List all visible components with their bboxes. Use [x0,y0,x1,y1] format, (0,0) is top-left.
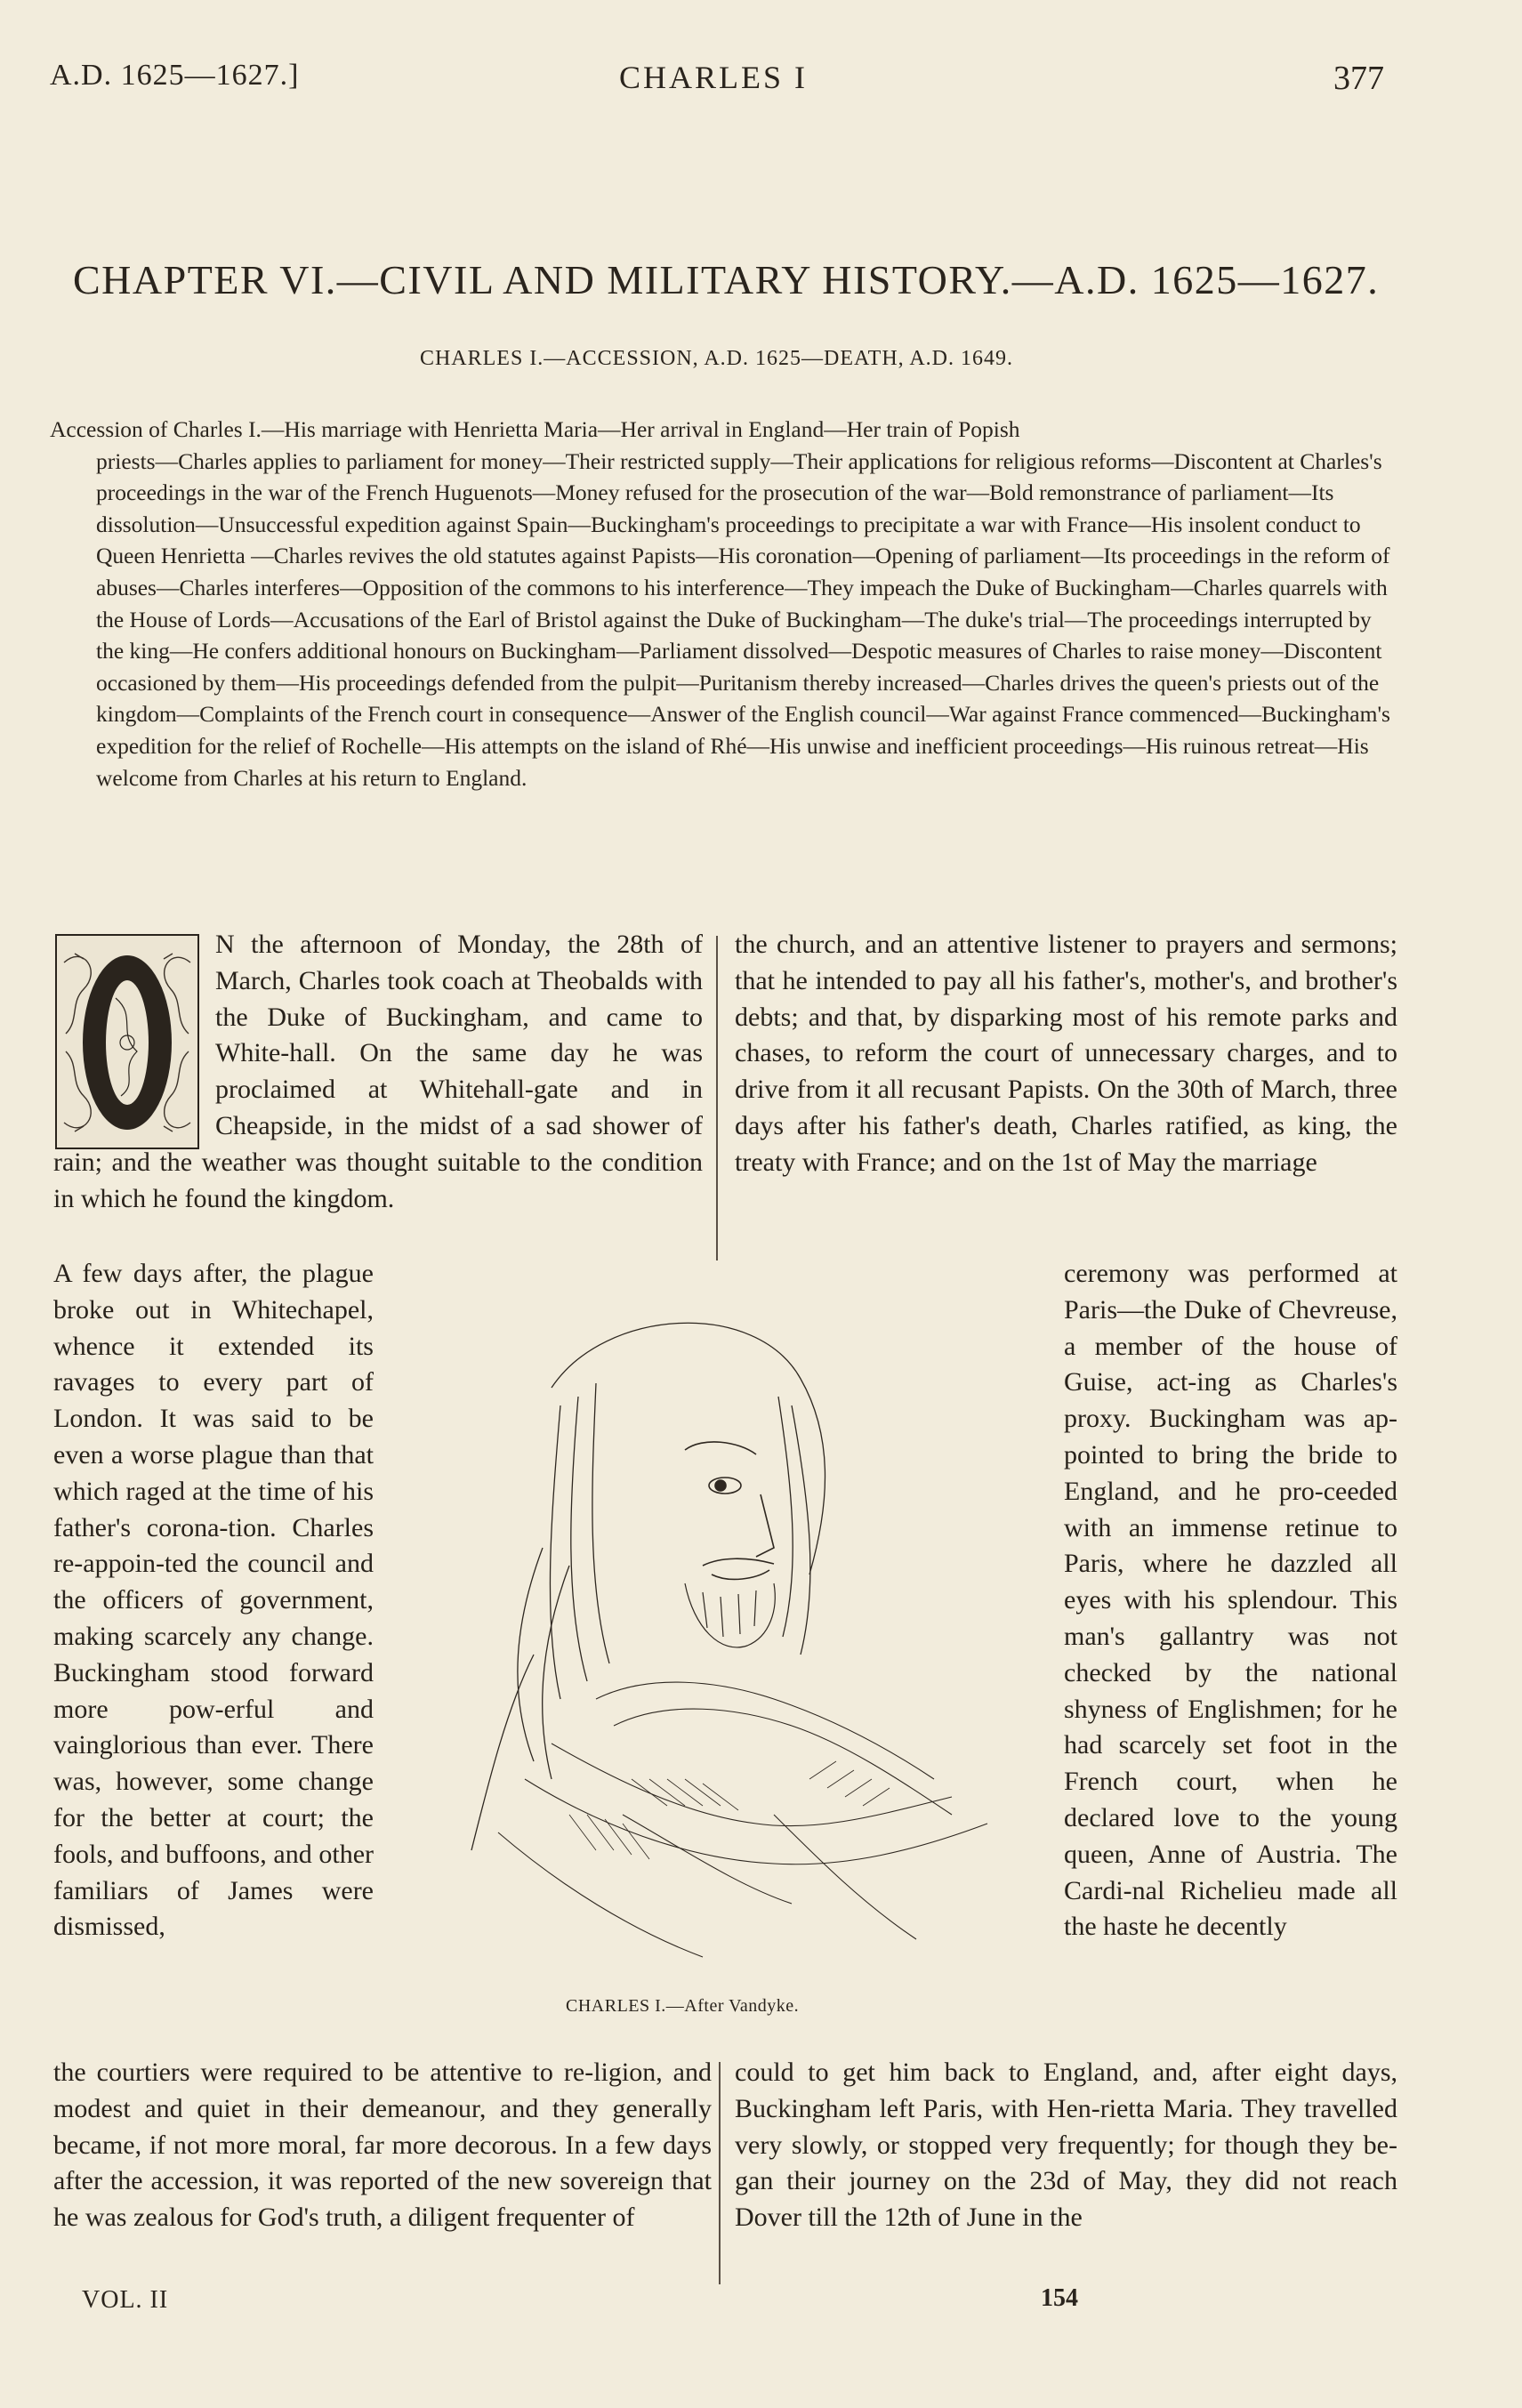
left-column-bottom-text: the courtiers were required to be attentive to re-ligion, and modest and quiet in their demeanour, and they generally became, if not more moral, far more decorous. In a few days after the accession, it was reported of the new sovereign that he was zealous for God's truth, a diligent frequenter of [53,2058,712,2233]
portrait-hair-icon [471,1323,825,1850]
volume-signature: VOL. II [82,2286,169,2314]
reign-subtitle: CHARLES I.—ACCESSION, A.D. 1625—DEATH, A.D. 1649. [419,347,1014,370]
portrait-collar-icon [498,1682,987,1957]
portrait-engraving [418,1281,1023,1984]
synopsis-continuation: priests—Charles applies to parliament for money—Their restricted supply—Their applications for religious reforms—Discontent at Charles's proceedings in the war of the French Huguenots—Money refused for the prosecution of the war—Bold remonstrance of parliament—Its dissolution—Unsuccessful expedition against Spain—Buckingham's proceedings to precipitate a war with France—His insolent conduct to Queen Henrietta —Charles revives the old statutes against Papists—His coronation—Opening of parliament—Its proceedings in the reform of abuses—Charles interferes—Opposition of the commons to his interference—They impeach the Duke of Buckingham—Charles quarrels with the House of Lords—Accusations of the Earl of Bristol against the Duke of Buckingham—The duke's trial—The proceedings interrupted by the king—He confers additional honours on Buckingham—Parliament dissolved—Despotic measures of Charles to raise money—Discontent occasioned by them—His proceedings defended from the pulpit—Puritanism thereby increased—Charles drives the queen's priests out of the kingdom—Complaints of the French court in consequence—Answer of the English council—War against France commenced—Buckingham's expedition for the relief of Rochelle—His attempts on the island of Rhé—His unwise and inefficient proceedings—His ruinous retreat—His welcome from Charles at his return to England. [96,447,1390,791]
running-head [50,59,1384,112]
opening-paragraph [53,927,703,1217]
portrait-face-icon [685,1442,774,1580]
dropcap-spacer [53,927,215,1108]
sheet-number: 154 [1041,2284,1078,2312]
portrait-shading-icon [569,1761,890,1859]
portrait-beard-icon [685,1583,775,1647]
right-column-bottom-text: could to get him back to England, and, after eight days, Buckingham left Paris, with Hen-rietta Maria. They travelled very slowly, or stopped very frequently; for though they be-gan their journey on the 23d of May, they did not reach Dover till the 12th of June in the [735,2058,1397,2233]
column-divider-bottom [719,2062,721,2284]
opening-paragraph-text: N the afternoon of Monday, the 28th of March, Charles took coach at Theobalds with the Duke of Buckingham, and came to White-hall. On the same day he was proclaimed at Whitehall-gate and in Cheapside, in the midst of a sad shower of rain; and the weather was thought suitable to the condition in which he found the kingdom. [53,930,703,1213]
portrait-caption: CHARLES I.—After Vandyke. [566,1996,800,2016]
running-head-dates: A.D. 1625—1627.] [50,59,300,92]
right-column-top-text: the church, and an attentive listener to prayers and sermons; that he intended to pay all his father's, mother's, and brother's debts; and that, by disparking most of his remote parks and chases, to reform the court of unnecessary charges, and to drive from it all recusant Papists. On the 30th of March, three days after his father's death, Charles ratified, as king, the treaty with France; and on the 1st of May the marriage [735,930,1397,1177]
chapter-title: CHAPTER VI.—CIVIL AND MILITARY HISTORY.—A.D. 1625—1627. [73,257,1380,302]
running-head-title: CHARLES I [619,60,809,95]
synopsis-first-line: Accession of Charles I.—His marriage with Henrietta Maria—Her arrival in England—Her train of Popish [50,416,1020,442]
chapter-synopsis [50,414,1397,793]
column-divider-top [716,936,718,1260]
left-column-middle-text: A few days after, the plague broke out in Whitechapel, whence it extended its ravages to every part of London. It was said to be even a worse plague than that which raged at the time of his father's corona-tion. Charles re-appoin-ted the council and the officers of government, making scarcely any change. Buckingham stood forward more pow-erful and vainglorious than ever. There was, however, some change for the better at court; the fools, and buffoons, and other familiars of James were dismissed, [53,1259,374,1942]
right-column-middle-text: ceremony was performed at Paris—the Duke of Chevreuse, a member of the house of Guise, act-ing as Charles's proxy. Buckingham was ap-pointed to bring the bride to England, and he pro-ceeded with an immense retinue to Paris, where he dazzled all eyes with his splendour. This man's gallantry was not checked by the national shyness of Englishmen; for he had scarcely set foot in the French court, when he declared love to the young queen, Anne of Austria. The Cardi-nal Richelieu made all the haste he decently [1064,1259,1397,1942]
page-number: 377 [1333,60,1384,97]
